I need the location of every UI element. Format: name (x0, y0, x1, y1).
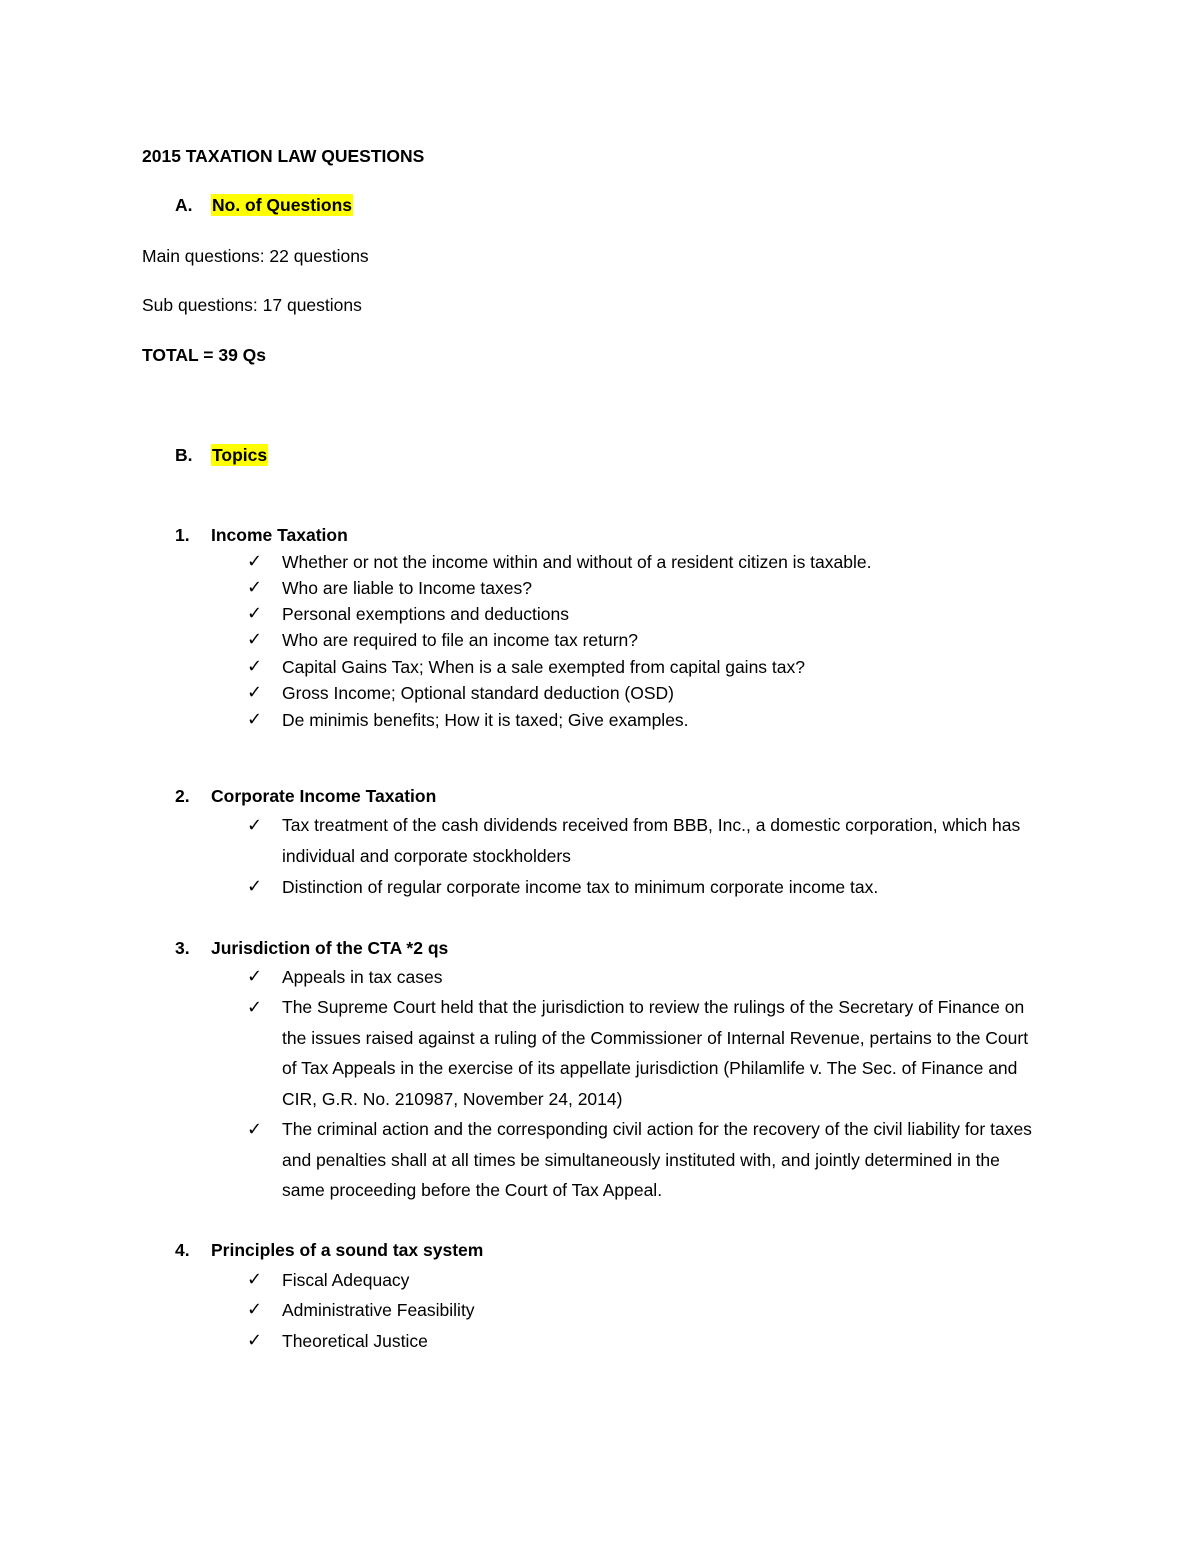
topic-title: Income Taxation (211, 525, 348, 545)
checkmark-icon: ✓ (247, 966, 263, 986)
checkmark-icon: ✓ (247, 682, 263, 702)
topic-item: Personal exemptions and deductions (282, 604, 569, 624)
checkmark-icon: ✓ (247, 815, 263, 835)
topic-number: 4. (175, 1240, 190, 1260)
section-a-label: A. (175, 195, 193, 215)
topic-item: Fiscal Adequacy (282, 1270, 410, 1290)
checkmark-icon: ✓ (247, 1330, 263, 1350)
checkmark-icon: ✓ (247, 1299, 263, 1319)
topic-item: Whether or not the income within and without of a resident citizen is taxable. (282, 552, 872, 572)
checkmark-icon: ✓ (247, 1119, 263, 1139)
section-a-heading-text: No. of Questions (212, 195, 352, 215)
topic-title: Corporate Income Taxation (211, 786, 437, 806)
topic-item: The Supreme Court held that the jurisdiction to review the rulings of the Secretary of Finance on the issues raised against a ruling of the Commissioner of Internal Revenue, pertains to the Court of Tax Appeals in the exercise of its appellate jurisdiction (Philamlife v. The Sec. of Finance and CIR, G.R. No. 210987, November 24, 2014) (282, 997, 1029, 1109)
checkmark-icon: ✓ (247, 709, 263, 729)
checkmark-icon: ✓ (247, 876, 263, 896)
checkmark-icon: ✓ (247, 551, 263, 571)
topic-title: Jurisdiction of the CTA *2 qs (211, 938, 449, 958)
checkmark-icon: ✓ (247, 1269, 263, 1289)
checkmark-icon: ✓ (247, 577, 263, 597)
main-questions-count: Main questions: 22 questions (142, 246, 369, 266)
topic-item: Who are required to file an income tax return? (282, 630, 639, 650)
section-a-heading (211, 194, 353, 216)
topic-item: Capital Gains Tax; When is a sale exempted from capital gains tax? (282, 657, 805, 677)
topic-item: Who are liable to Income taxes? (282, 578, 532, 598)
checkmark-icon: ✓ (247, 997, 263, 1017)
section-b-label: B. (175, 445, 193, 465)
section-b-heading (211, 444, 268, 466)
topic-item: Distinction of regular corporate income tax to minimum corporate income tax. (282, 877, 879, 897)
sub-questions-count: Sub questions: 17 questions (142, 295, 362, 315)
topic-number: 2. (175, 786, 190, 806)
topic-title: Principles of a sound tax system (211, 1240, 484, 1260)
document-title: 2015 TAXATION LAW QUESTIONS (142, 146, 425, 166)
topic-number: 3. (175, 938, 190, 958)
checkmark-icon: ✓ (247, 603, 263, 623)
topic-item: Theoretical Justice (282, 1331, 428, 1351)
topic-item: De minimis benefits; How it is taxed; Give examples. (282, 710, 689, 730)
topic-item: Appeals in tax cases (282, 967, 443, 987)
topic-number: 1. (175, 525, 190, 545)
topic-item: The criminal action and the corresponding civil action for the recovery of the civil liability for taxes and penalties shall at all times be simultaneously instituted with, and jointly determined in the same proceeding before the Court of Tax Appeal. (282, 1119, 1032, 1200)
topic-item: Administrative Feasibility (282, 1300, 475, 1320)
checkmark-icon: ✓ (247, 629, 263, 649)
topic-item: Tax treatment of the cash dividends received from BBB, Inc., a domestic corporation, which has individual and corporate stockholders (282, 815, 1021, 866)
topic-item: Gross Income; Optional standard deduction (OSD) (282, 683, 674, 703)
checkmark-icon: ✓ (247, 656, 263, 676)
section-b-heading-text: Topics (212, 445, 268, 465)
total-questions: TOTAL = 39 Qs (142, 345, 267, 365)
